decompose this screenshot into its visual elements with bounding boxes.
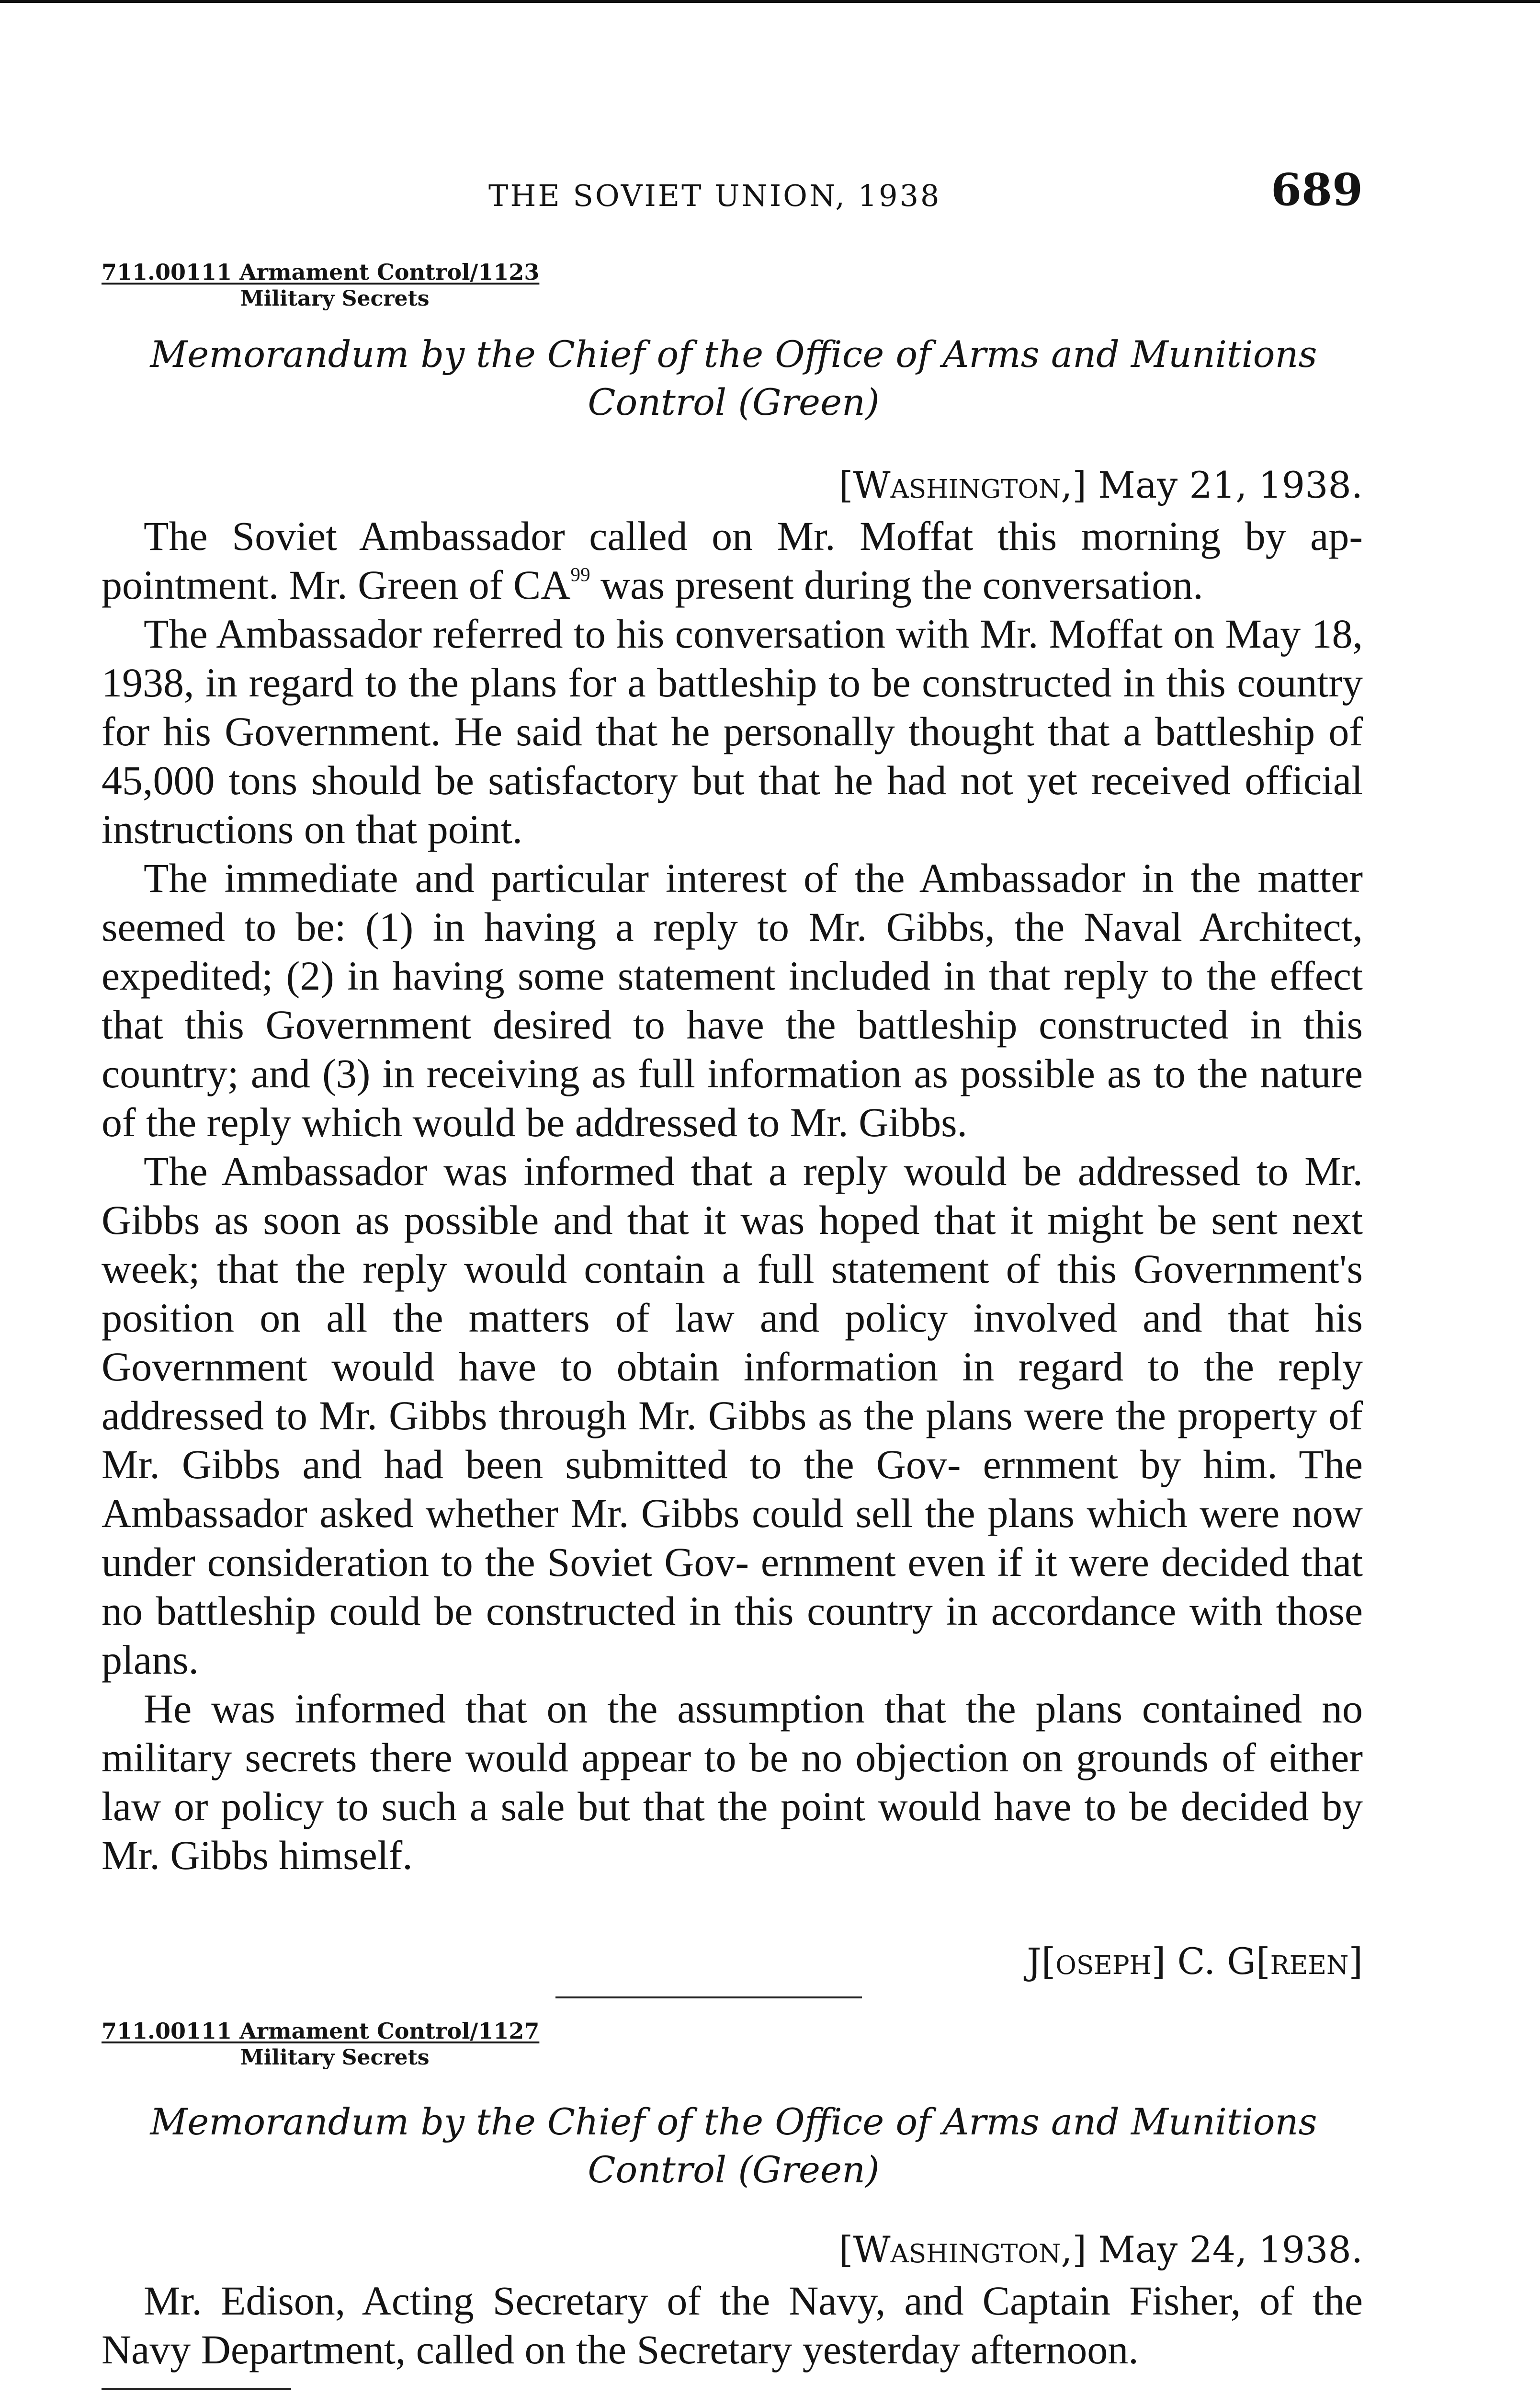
- memo-title-line-1: Memorandum by the Chief of the Office of Arms and Munitions: [150, 2100, 1317, 2143]
- dateline-place: Washington,: [853, 2228, 1073, 2271]
- memo-title-2: [102, 2098, 1366, 2194]
- dateline-date: May 24, 1938.: [1098, 2228, 1363, 2271]
- paragraph-4: The Ambassador was informed that a reply would be addressed to Mr. Gibbs as soon as possible and that it was hoped that it might be sent next week; that the reply would contain a full statement of this Government's position on all the matters of law and policy involved and that his Government would have to obtain information in regard to the reply addressed to Mr. Gibbs through Mr. Gibbs as the plans were the property of Mr. Gibbs and had been submitted to the Gov- ernment by him. The Ambassador asked whether Mr. Gibbs could sell the plans which were now under consideration to the Soviet Gov- ernment even if it were decided that no battleship could be constructed in this country in accordance with those plans.: [102, 1148, 1363, 1683]
- footnote-divider: [102, 2388, 291, 2390]
- file-reference-subject: Military Secrets: [240, 286, 430, 311]
- memo-title-line-2: Control (Green): [588, 2148, 880, 2191]
- dateline-place: Washington,: [853, 464, 1073, 506]
- signature-initials: C. G: [1166, 1940, 1257, 1983]
- memo-title-1: [102, 331, 1366, 426]
- file-reference-2: [102, 2018, 539, 2071]
- footnote-reference: 99: [570, 563, 590, 585]
- signature-part: reen: [1270, 1940, 1349, 1983]
- signature-initial-j: J: [1027, 1940, 1042, 1983]
- dateline-1: [Washington,] May 21, 1938.: [838, 464, 1363, 506]
- file-reference-number: 711.00111 Armament Control/1123: [102, 259, 540, 285]
- file-reference-number: 711.00111 Armament Control/1127: [102, 2018, 540, 2044]
- dateline-2: [Washington,] May 24, 1938.: [838, 2228, 1363, 2271]
- page-number: 689: [1270, 164, 1363, 216]
- running-head: THE SOVIET UNION, 1938: [488, 178, 941, 213]
- signature-part: oseph: [1055, 1940, 1152, 1983]
- dateline-date: May 21, 1938.: [1098, 464, 1363, 506]
- section-divider: [555, 1996, 862, 1998]
- memo-body-2: [102, 2276, 1363, 2374]
- signature-1: J[oseph] C. G[reen]: [1027, 1940, 1363, 1983]
- paragraph-1: [102, 512, 1363, 609]
- paragraph-1-text: The Soviet Ambassador called on Mr. Moffat this morning by ap- pointment. Mr. Green of CA: [102, 513, 1363, 608]
- memo-title-line-2: Control (Green): [588, 381, 880, 423]
- paragraph-1: Mr. Edison, Acting Secretary of the Navy, and Captain Fisher, of the Navy Department, called on the Secretary yesterday afternoon.: [102, 2278, 1363, 2372]
- paragraph-5: He was informed that on the assumption that the plans contained no military secrets there would appear to be no objection on grounds of either law or policy to such a sale but that the point would have to be decided by Mr. Gibbs himself.: [102, 1686, 1363, 1878]
- page-top-edge: [0, 0, 1540, 3]
- paragraph-2: The Ambassador referred to his conversation with Mr. Moffat on May 18, 1938, in regard to the plans for a battleship to be constructed in this country for his Government. He said that he personally thought that a battleship of 45,000 tons should be satisfactory but that he had not yet received official instructions on that point.: [102, 611, 1363, 852]
- paragraph-1-text-end: was present during the conversation.: [590, 562, 1203, 608]
- file-reference-1: [102, 259, 539, 312]
- file-reference-subject: Military Secrets: [240, 2045, 430, 2070]
- memo-body-1: [102, 512, 1363, 1880]
- paragraph-3: The immediate and particular interest of the Ambassador in the matter seemed to be: (1) in having a reply to Mr. Gibbs, the Naval Architect, expedited; (2) in having some statement included in that reply to the effect that this Government desired to have the battleship constructed in this country; and (3) in receiving as full information as possible as to the nature of the reply which would be addressed to Mr. Gibbs.: [102, 855, 1363, 1145]
- memo-title-line-1: Memorandum by the Chief of the Office of Arms and Munitions: [150, 333, 1317, 376]
